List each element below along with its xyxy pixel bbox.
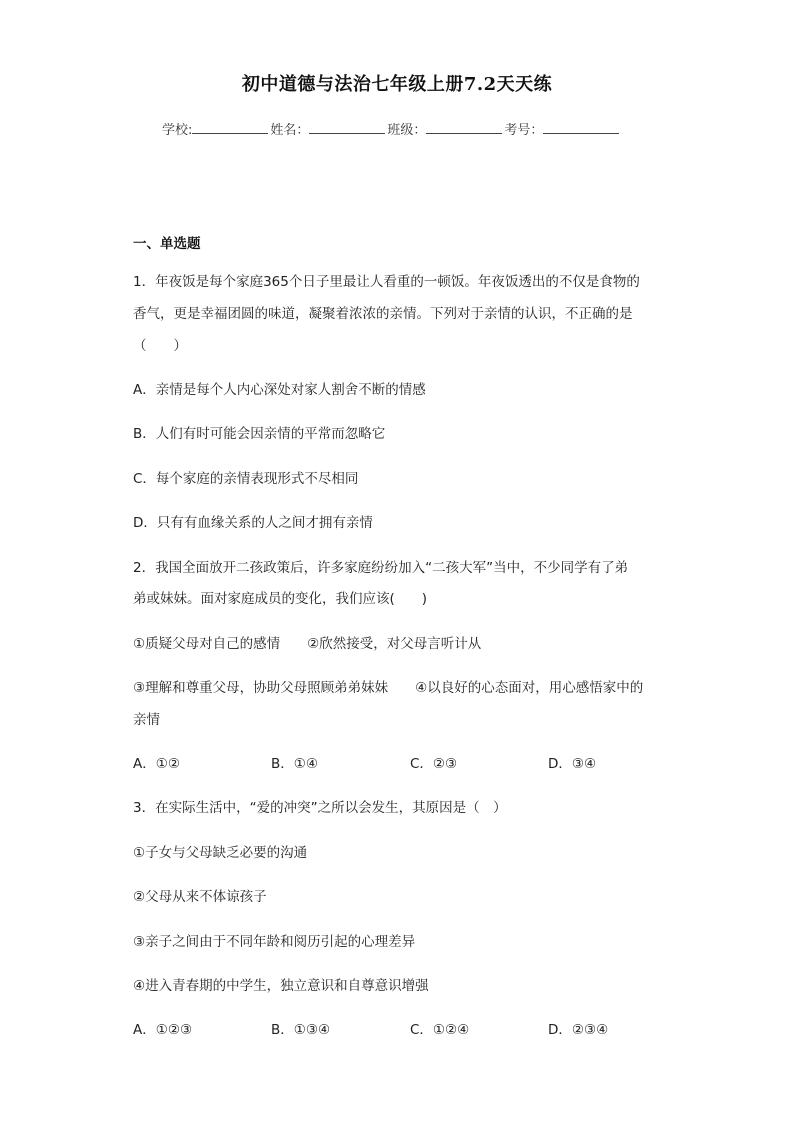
question-3-option-d: D．②③④ xyxy=(548,1022,609,1038)
question-2-statement-2: ③理解和尊重父母，协助父母照顾弟弟妹妹 ④以良好的心态面对，用心感悟家中的 xyxy=(133,680,644,696)
question-2-line-1: 2．我国全面放开二孩政策后，许多家庭纷纷加入“二孩大军”当中，不少同学有了弟 xyxy=(133,560,629,576)
question-1-line-1: 1．年夜饭是每个家庭365个日子里最让人看重的一顿饭。年夜饭透出的不仅是食物的 xyxy=(133,274,640,290)
number-blank xyxy=(543,121,619,134)
school-blank xyxy=(192,121,268,134)
section-title: 一、单选题 xyxy=(133,236,201,252)
class-blank xyxy=(426,121,502,134)
question-3-statement-1: ①子女与父母缺乏必要的沟通 xyxy=(133,845,308,861)
question-1-option-a: A．亲情是每个人内心深处对家人割舍不断的情感 xyxy=(133,382,426,398)
question-3-line-1: 3．在实际生活中，“爱的冲突”之所以会发生，其原因是（ ） xyxy=(133,800,507,816)
question-2-statement-2-cont: 亲情 xyxy=(133,712,160,728)
question-3-statement-4: ④进入青春期的中学生，独立意识和自尊意识增强 xyxy=(133,978,429,994)
question-1-option-b: B．人们有时可能会因亲情的平常而忽略它 xyxy=(133,426,386,442)
question-1-line-2: 香气，更是幸福团圆的味道，凝聚着浓浓的亲情。下列对于亲情的认识，不正确的是 xyxy=(133,306,633,322)
question-3-option-a: A．①②③ xyxy=(133,1022,193,1038)
question-2-option-d: D．③④ xyxy=(548,756,597,772)
question-2-option-a: A．①② xyxy=(133,756,180,772)
question-1-option-d: D．只有有血缘关系的人之间才拥有亲情 xyxy=(133,515,373,531)
student-info-row xyxy=(162,119,621,138)
question-3-statement-3: ③亲子之间由于不同年龄和阅历引起的心理差异 xyxy=(133,934,416,950)
question-3-statement-2: ②父母从来不体谅孩子 xyxy=(133,889,267,905)
number-label: 考号： xyxy=(504,123,544,138)
name-blank xyxy=(309,121,385,134)
question-2-option-c: C．②③ xyxy=(410,756,458,772)
question-2-option-b: B．①④ xyxy=(271,756,318,772)
question-3-option-c: C．①②④ xyxy=(410,1022,470,1038)
name-label: 姓名： xyxy=(270,123,310,138)
question-2-statement-1: ①质疑父母对自己的感情 ②欣然接受，对父母言听计从 xyxy=(133,636,482,652)
document-title: 初中道德与法治七年级上册7.2天天练 xyxy=(241,74,553,95)
question-1-option-c: C．每个家庭的亲情表现形式不尽相同 xyxy=(133,471,359,487)
question-3-option-b: B．①③④ xyxy=(271,1022,331,1038)
question-1-line-3: （ ） xyxy=(133,338,187,354)
class-label: 班级： xyxy=(387,123,427,138)
school-label: 学校: xyxy=(162,123,193,138)
question-2-line-2: 弟或妹妹。面对家庭成员的变化，我们应该( ) xyxy=(133,591,428,607)
